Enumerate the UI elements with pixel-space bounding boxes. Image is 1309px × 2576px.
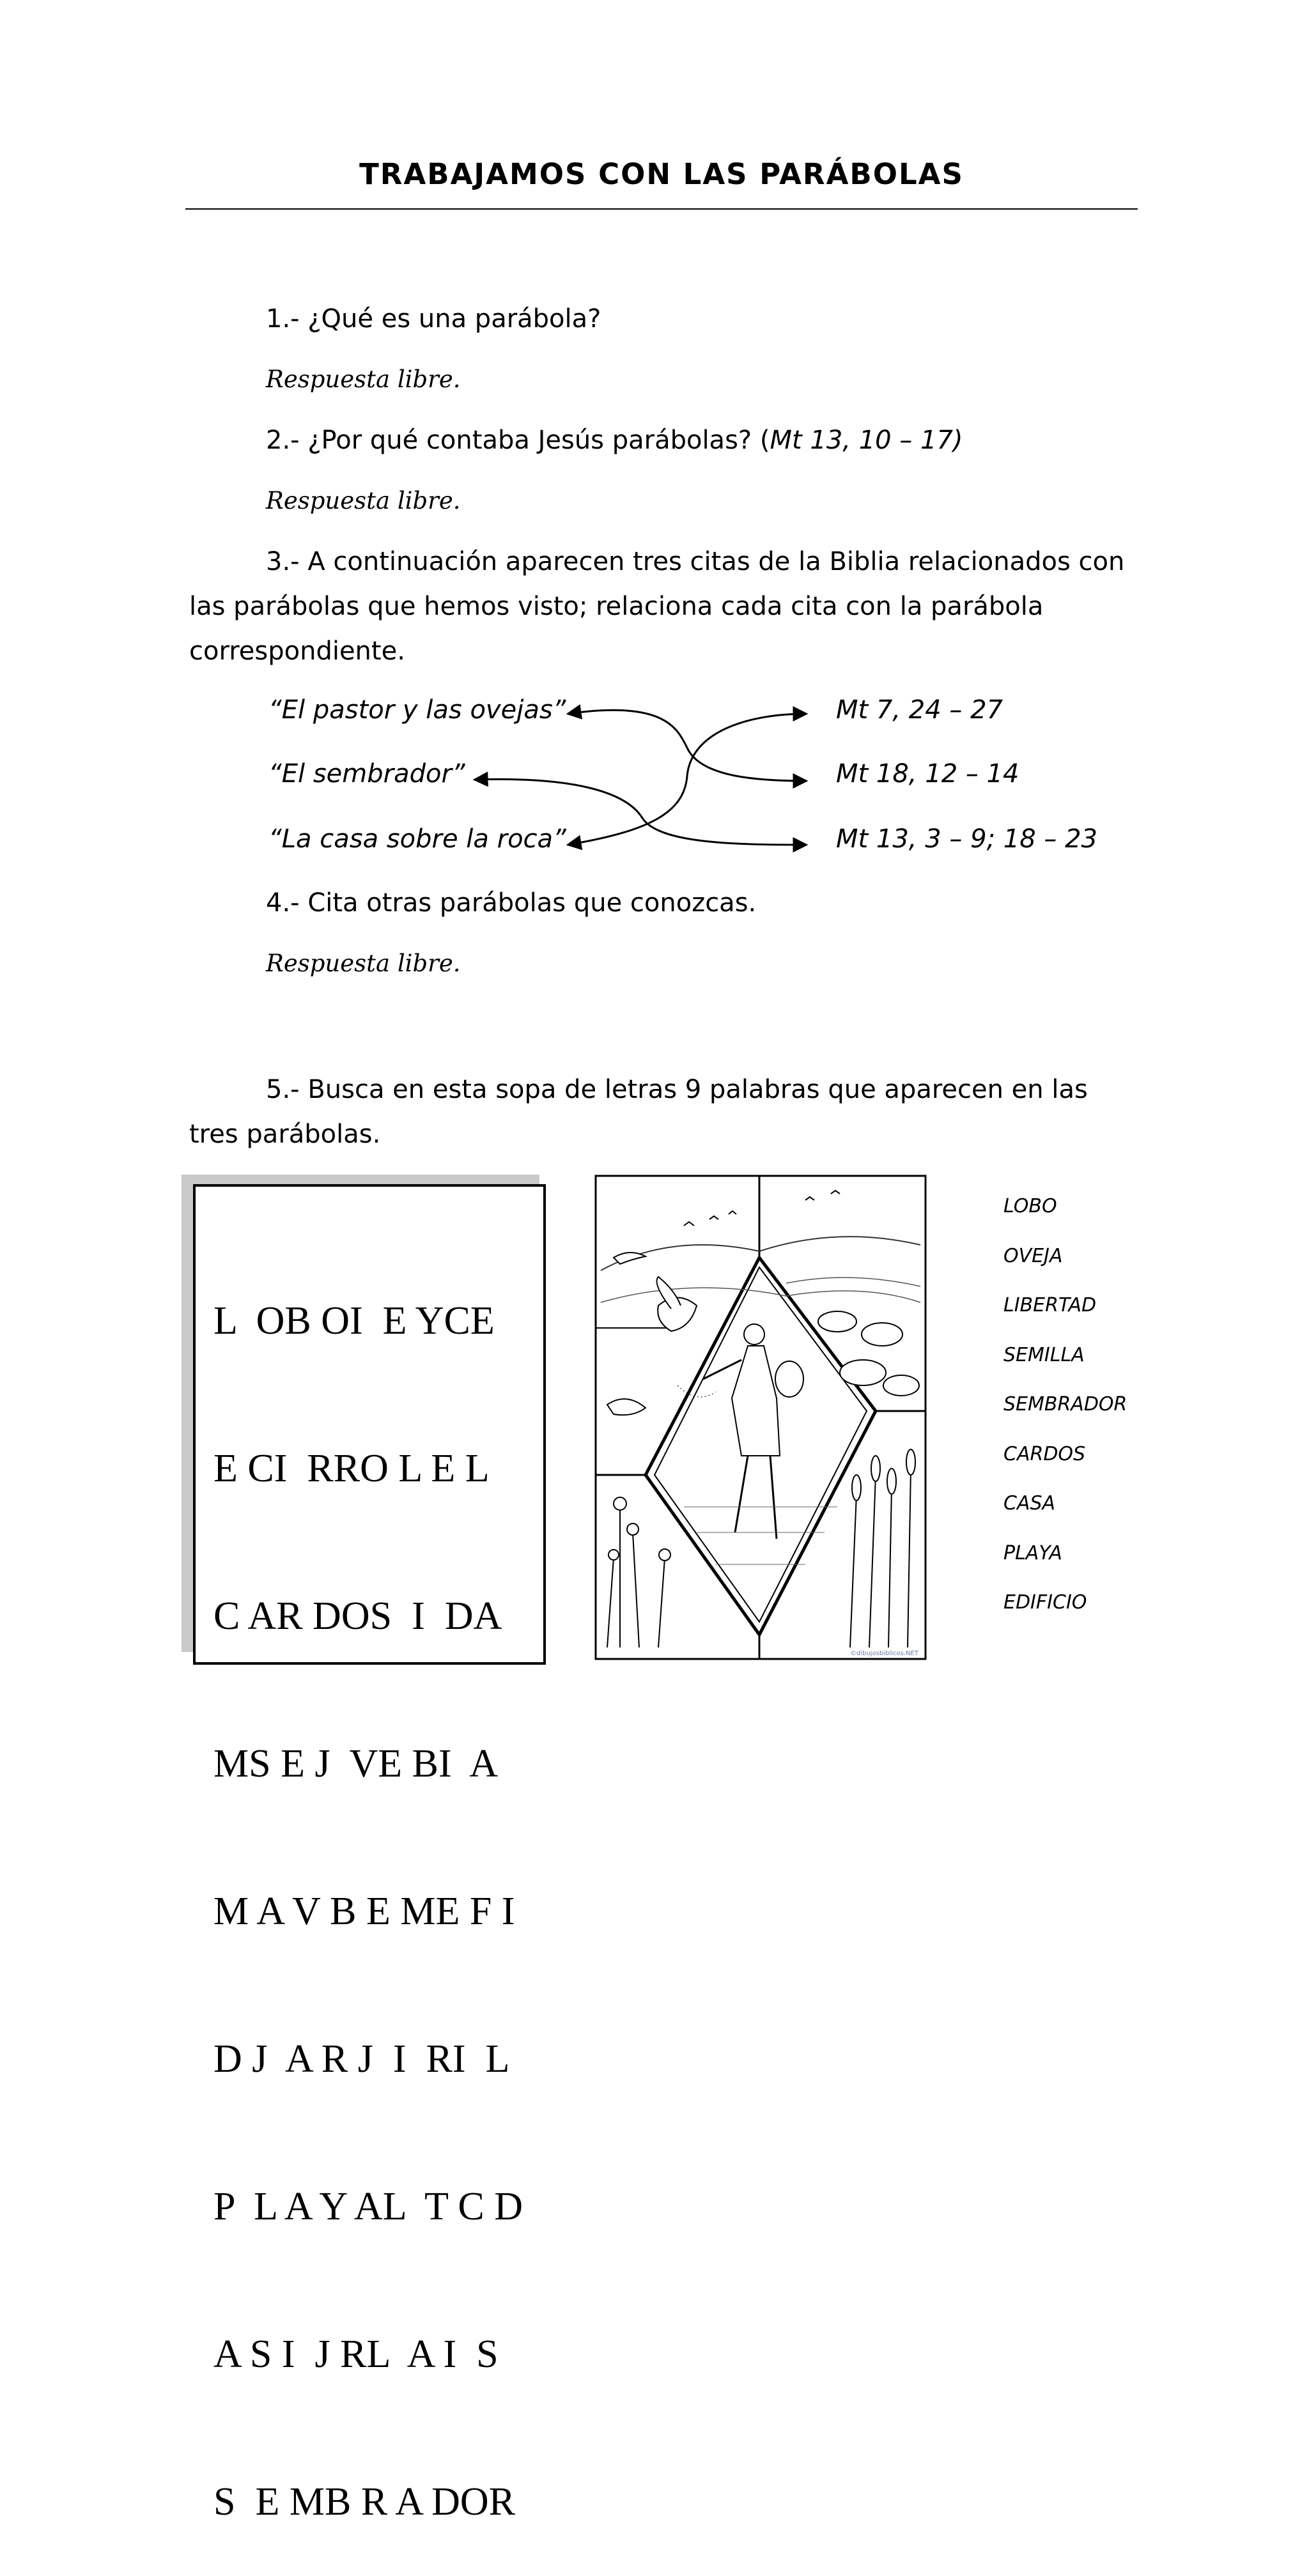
match-left-2: “El sembrador” (268, 759, 465, 789)
wordsearch-grid (193, 1184, 546, 2524)
word-item: EDIFICIO (1003, 1591, 1087, 1614)
word-list (1003, 1195, 1127, 1641)
wordsearch-row: D J A R J I RI L (213, 2037, 510, 2081)
illustration-credit: ©dibujosbiblicos.NET (850, 1650, 918, 1657)
question-4: 4.- Cita otras parábolas que conozcas. (266, 888, 757, 918)
word-item: CARDOS (1003, 1442, 1086, 1465)
question-1: 1.- ¿Qué es una parábola? (266, 304, 601, 334)
answer-2: Respuesta libre. (266, 487, 461, 514)
match-right-1: Mt 7, 24 – 27 (836, 695, 1003, 725)
match-right-3: Mt 13, 3 – 9; 18 – 23 (836, 824, 1097, 854)
match-left-3: “La casa sobre la roca” (268, 824, 566, 854)
question-5: 5.- Busca en esta sopa de letras 9 palabras que aparecen en las tres parábolas. (189, 1075, 1088, 1149)
page-title: TRABAJAMOS CON LAS PARÁBOLAS (359, 157, 964, 191)
question-3: 3.- A continuación aparecen tres citas de la Biblia relacionados con las parábolas que hemos visto; relaciona cada cita con la parábola correspondiente. (189, 547, 1125, 666)
wordsearch-row: L OB OI E YCE (213, 1299, 495, 1343)
wordsearch-row: M A V B E ME F I (213, 1890, 515, 1933)
match-left-1: “El pastor y las ovejas” (268, 695, 566, 725)
word-item: CASA (1003, 1492, 1056, 1515)
wordsearch-row: A S I J RL A I S (213, 2333, 499, 2376)
match-right-2: Mt 18, 12 – 14 (836, 759, 1019, 789)
question-2-text: 2.- ¿Por qué contaba Jesús parábolas? ( (266, 426, 770, 455)
word-item: LIBERTAD (1003, 1294, 1097, 1316)
answer-4: Respuesta libre. (266, 950, 461, 977)
word-item: LOBO (1003, 1195, 1057, 1217)
wordsearch-row: P L A Y AL T C D (213, 2185, 523, 2228)
word-item: SEMILLA (1003, 1343, 1085, 1366)
word-item: PLAYA (1003, 1541, 1062, 1564)
question-2-reference: Mt 13, 10 – 17) (770, 426, 963, 455)
wordsearch-row: E CI RRO L E L (213, 1447, 490, 1490)
arrow-sembrador-mt13 (474, 779, 807, 845)
wordsearch-row: C AR DOS I DA (213, 1594, 502, 1638)
word-item: SEMBRADOR (1003, 1393, 1127, 1415)
sower-illustration (594, 1175, 927, 1660)
wordsearch-row: S E MB R A DOR (213, 2480, 516, 2524)
wordsearch-row: MS E J VE BI A (213, 1742, 498, 1785)
answer-1: Respuesta libre. (266, 366, 461, 393)
word-item: OVEJA (1003, 1244, 1063, 1267)
